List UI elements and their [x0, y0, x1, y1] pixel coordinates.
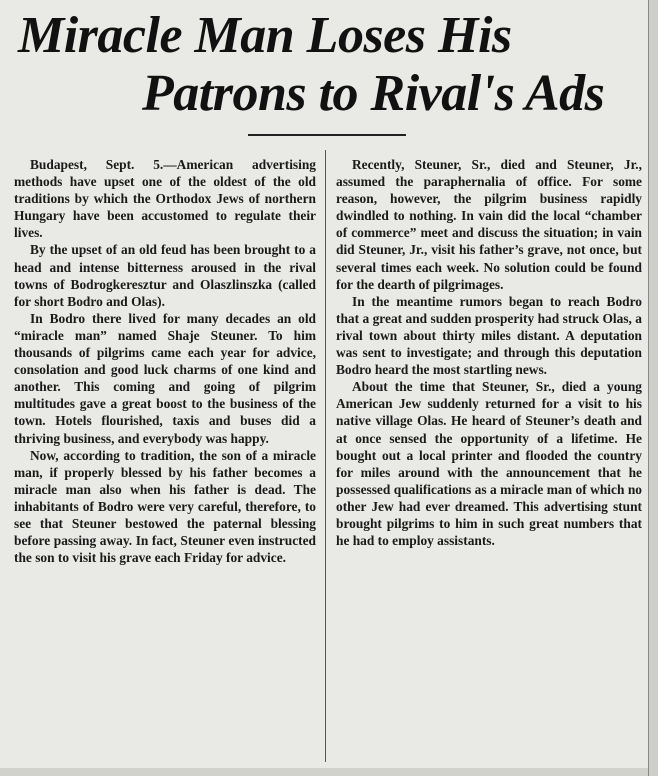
headline-rule: [248, 134, 406, 136]
column-divider: [325, 150, 326, 762]
headline-line-2: Patrons to Rival's Ads: [142, 65, 605, 122]
paragraph: Budapest, Sept. 5.—American advertising methods have upset one of the oldest of the old traditions by which the Orthodox Jews of northern Hungary have been accustomed to regulate their lives.: [14, 157, 316, 241]
paragraph: In the meantime rumors began to reach Bodro that a great and sudden prosperity had struck Olas, a rival town about thirty miles distant. A deputation was sent to investigate; and through this deputation Bodro heard the most startling news.: [336, 293, 642, 378]
page-edge: [648, 0, 658, 776]
paragraph: In Bodro there lived for many decades an old “miracle man” named Shaje Steuner. To him thousands of pilgrims came each year for advice, consolation and good luck charms of one kind and another. This coming and going of pilgrim multitudes gave a great boost to the business of the town. Hotels flourished, taxis and buses did a thriving business, and everybody was happy.: [14, 310, 316, 446]
headline-line-1: Miracle Man Loses His: [18, 7, 512, 64]
page-bottom-edge: [0, 768, 648, 776]
article-column-left: [14, 156, 316, 566]
paragraph: By the upset of an old feud has been brought to a head and intense bitterness aroused in the rival towns of Bodrogkeresztur and Olaszlinszka (called for short Bodro and Olas).: [14, 242, 316, 309]
paragraph: Now, according to tradition, the son of a miracle man, if properly blessed by his father becomes a miracle man also when his father is dead. The inhabitants of Bodro were very careful, therefore, to see that Steuner bestowed the paternal blessing before passing away. In fact, Steuner even instructed the son to visit his grave each Friday for advice.: [14, 447, 316, 566]
article-column-right: [336, 156, 642, 549]
paragraph: Recently, Steuner, Sr., died and Steuner, Jr., assumed the paraphernalia of office. For some reason, however, the pilgrim business rapidly dwindled to nothing. In vain did the local “chamber of commerce” meet and discuss the situation; in vain did Steuner, Jr., visit his father’s grave, not once, but several times each week. No solution could be found for the dearth of pilgrimages.: [336, 157, 642, 292]
paragraph: About the time that Steuner, Sr., died a young American Jew suddenly returned for a visit to his native village Olas. He heard of Steuner’s death and at once sensed the opportunity of a lifetime. He bought out a local printer and flooded the country for miles around with the announcement that he possessed qualifications as a miracle man of which no other Jew had ever dreamed. This advertising stunt brought pilgrims to him in such great numbers that he had to employ assistants.: [336, 379, 642, 549]
